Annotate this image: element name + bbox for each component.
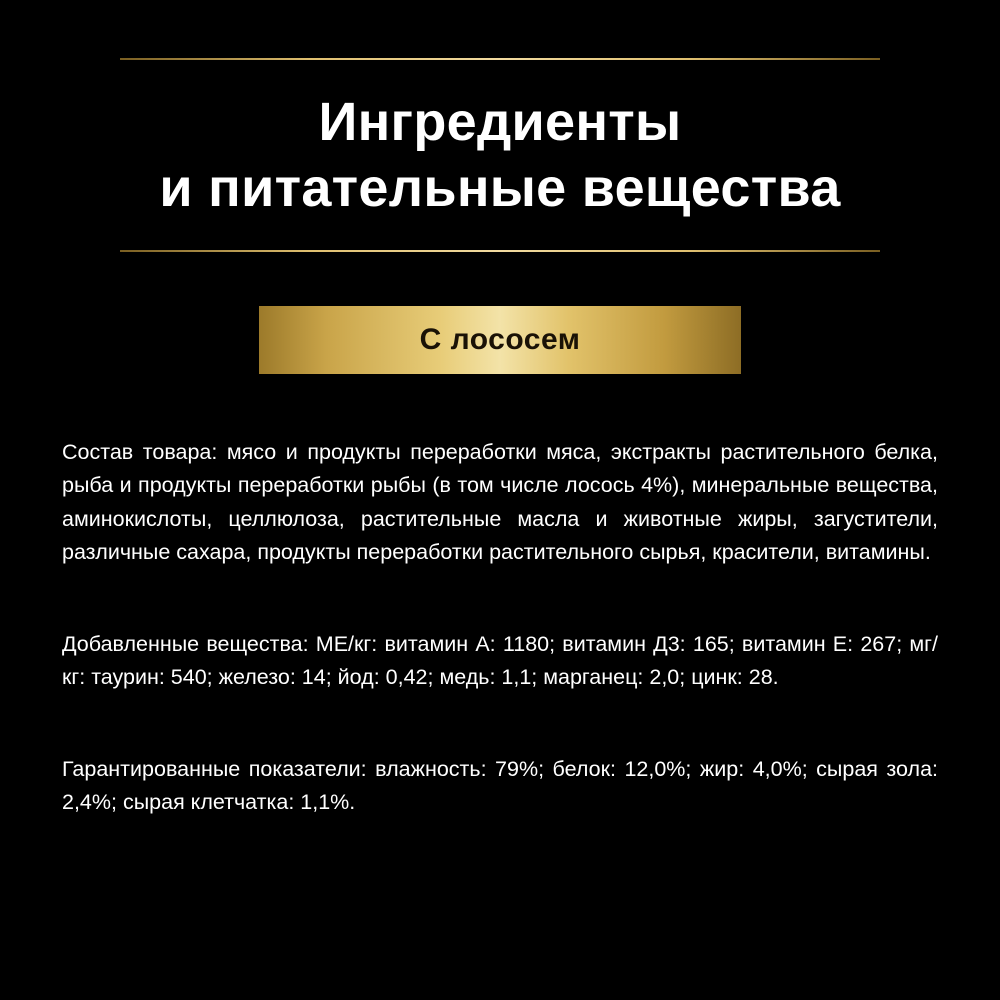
composition-paragraph: Состав товара: мясо и продукты переработки мяса, экстракты растительного белка, рыба и продукты переработки рыбы (в том числе лосось 4%), минеральные вещества, аминокислоты, целлюлоза, растительные масла и животные жиры, загустители, различные сахара, продукты переработки растительного сырья, красители, витамины. xyxy=(62,439,938,565)
page-title-line-1: Ингредиенты xyxy=(318,92,682,152)
guaranteed-analysis-paragraph: Гарантированные показатели: влажность: 79%; белок: 12,0%; жир: 4,0%; сырая зола: 2,4%; сырая клетчатка: 1,1%. xyxy=(62,756,938,815)
flavor-banner xyxy=(259,306,741,374)
page-title xyxy=(0,60,1000,250)
content xyxy=(0,436,1000,820)
divider-bottom xyxy=(120,250,880,252)
page-title-line-2: и питательные вещества xyxy=(159,157,841,218)
flavor-banner-label: С лососем xyxy=(419,322,581,356)
header xyxy=(0,0,1000,252)
flavor-banner-wrap xyxy=(0,306,1000,374)
additives-paragraph: Добавленные вещества: МЕ/кг: витамин А: 1180; витамин Д3: 165; витамин Е: 267; мг/кг: таурин: 540; железо: 14; йод: 0,42; медь: 1,1; марганец: 2,0; цинк: 28. xyxy=(62,631,938,690)
